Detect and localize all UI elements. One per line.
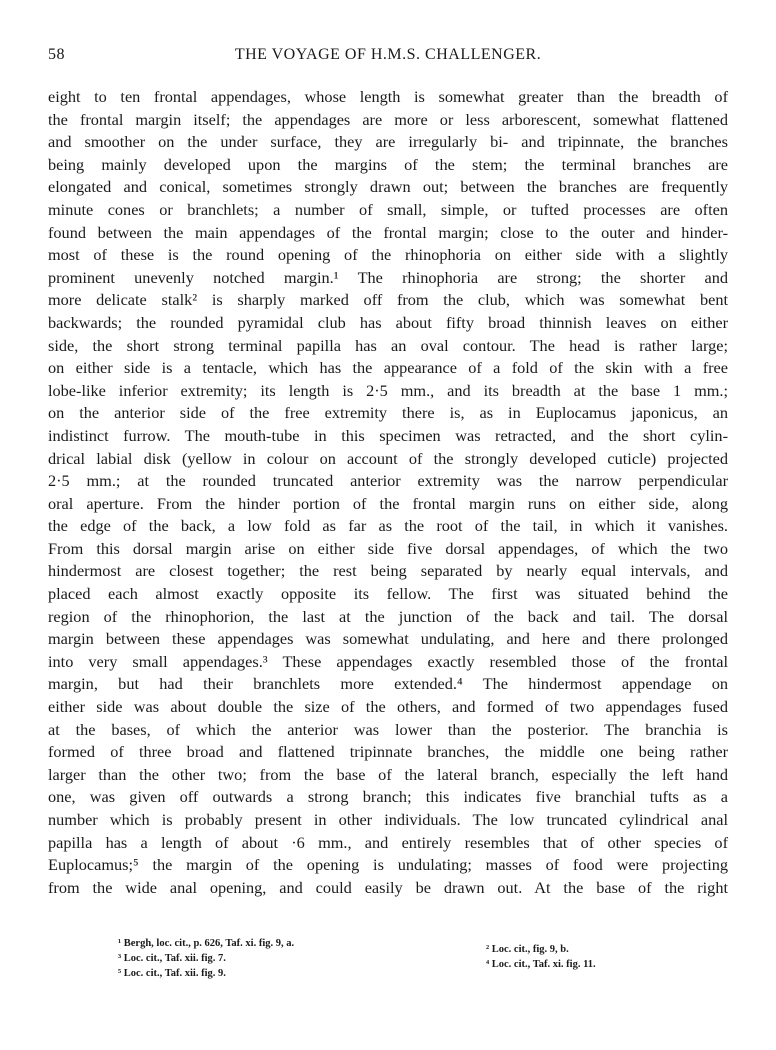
text-line: found between the main appendages of the frontal margin; close to the outer and hinder-	[48, 222, 728, 242]
footnote: ³ Loc. cit., Taf. xii. fig. 7.	[118, 953, 226, 964]
text-line: margin between these appendages was somewhat undulating, and here and there prolonged	[48, 629, 728, 649]
text-line: the edge of the back, a low fold as far as the root of the tail, in which it vanishes.	[48, 516, 728, 536]
text-line: the frontal margin itself; the appendages are more or less arborescent, somewhat flattened	[48, 109, 728, 129]
text-line: backwards; the rounded pyramidal club has about fifty broad thinnish leaves on either	[48, 312, 728, 332]
running-title: THE VOYAGE OF H.M.S. CHALLENGER.	[234, 46, 542, 63]
text-line: indistinct furrow. The mouth-tube in this specimen was retracted, and the short cylin-	[48, 425, 728, 445]
footnote: ⁵ Loc. cit., Taf. xii. fig. 9.	[118, 968, 226, 979]
text-line: region of the rhinophorion, the last at the junction of the back and tail. The dorsal	[48, 606, 728, 626]
text-line: hindermost are closest together; the rest being separated by nearly equal intervals, and	[48, 561, 728, 581]
text-line: at the bases, of which the anterior was lower than the posterior. The branchia is	[48, 719, 728, 739]
footnote: ⁴ Loc. cit., Taf. xi. fig. 11.	[486, 959, 596, 970]
text-line: eight to ten frontal appendages, whose length is somewhat greater than the breadth of	[48, 87, 728, 106]
text-line: side, the short strong terminal papilla has an oval contour. The head is rather large;	[48, 335, 728, 355]
footnotes-right-column	[486, 942, 686, 972]
text-line: from the wide anal opening, and could easily be drawn out. At the base of the right	[48, 877, 728, 897]
text-line: larger than the other two; from the base of the lateral branch, especially the left hand	[48, 764, 728, 784]
text-line: more delicate stalk² is sharply marked off from the club, which was somewhat bent	[48, 290, 728, 310]
text-line: lobe-like inferior extremity; its length is 2·5 mm., and its breadth at the base 1 mm.;	[48, 380, 728, 400]
footnote: ² Loc. cit., fig. 9, b.	[486, 944, 569, 955]
text-line: From this dorsal margin arise on either side five dorsal appendages, of which the two	[48, 538, 728, 558]
text-line: prominent unevenly notched margin.¹ The rhinophoria are strong; the shorter and	[48, 267, 728, 287]
body-text	[48, 86, 728, 899]
footnote: ¹ Bergh, loc. cit., p. 626, Taf. xi. fig. 9, a.	[118, 938, 295, 949]
text-line: on the anterior side of the free extremity there is, as in Euplocamus japonicus, an	[48, 403, 728, 423]
text-line: either side was about double the size of the others, and formed of two appendages fused	[48, 697, 728, 717]
footnotes-left-column	[118, 936, 458, 981]
text-line: papilla has a length of about ·6 mm., and entirely resembles that of other species of	[48, 832, 728, 852]
text-line: 2·5 mm.; at the rounded truncated anterior extremity was the narrow perpendicular	[48, 471, 728, 491]
text-line: number which is probably present in other individuals. The low truncated cylindrical anal	[48, 810, 728, 829]
text-line: placed each almost exactly opposite its fellow. The first was situated behind the	[48, 584, 728, 604]
text-line: being mainly developed upon the margins of the stem; the terminal branches are	[48, 154, 728, 174]
text-line: elongated and conical, sometimes strongly drawn out; between the branches are frequently	[48, 177, 728, 197]
text-line: Euplocamus;⁵ the margin of the opening is undulating; masses of food were projecting	[48, 855, 728, 875]
text-line: drical labial disk (yellow in colour on account of the strongly developed cuticle) projected	[48, 448, 728, 468]
page-number: 58	[48, 46, 65, 63]
text-line: oral aperture. From the hinder portion of the frontal margin runs on either side, along	[48, 493, 728, 513]
page-header	[48, 46, 728, 70]
text-line: minute cones or branchlets; a number of small, simple, or tufted processes are often	[48, 199, 728, 219]
text-line: and smoother on the under surface, they are irregularly bi- and tripinnate, the branches	[48, 132, 728, 152]
text-line: formed of three broad and flattened tripinnate branches, the middle one being rather	[48, 742, 728, 762]
text-line: into very small appendages.³ These appendages exactly resembled those of the frontal	[48, 651, 728, 671]
text-line: most of these is the round opening of the rhinophoria on either side with a slightly	[48, 245, 728, 265]
text-line: one, was given off outwards a strong branch; this indicates five branchial tufts as a	[48, 787, 728, 807]
text-line: margin, but had their branchlets more extended.⁴ The hindermost appendage on	[48, 674, 728, 694]
text-line: on either side is a tentacle, which has the appearance of a fold of the skin with a free	[48, 358, 728, 378]
